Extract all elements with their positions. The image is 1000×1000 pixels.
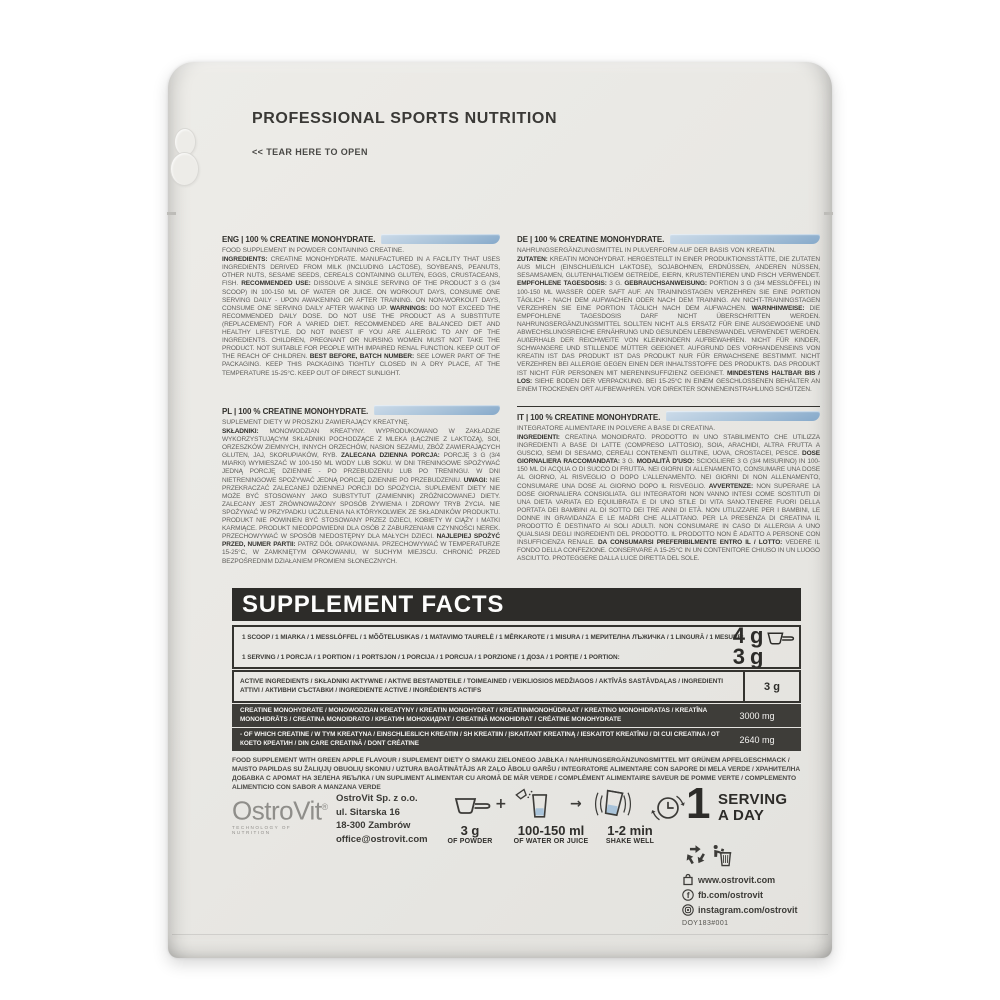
- section-eng-body: INGREDIENTS: CREATINE MONOHYDRATE. MANUFACTURED IN A FACILITY THAT USES INGREDIENTS DERIVED FROM MILK (INCLUDING LACTOSE), SOYBEANS, PEANUTS, OTHER NUTS, SESAME SEEDS, CEREALS CONTAINING GLUTEN, EGGS, CRUSTACEANS, FISH. RECOMMENDED USE: DISSOLVE A SINGLE SERVING OF THE PRODUCT 3 G (3/4 SCOOP) IN 100-150 ML OF WATER OR JUICE. ON WORKOUT DAYS, CONSUME ONE SERVING DAILY - UPON AWAKENING OR AFTER TRAINING. ON NON-WORKOUT DAYS, CONSUME ONE SERVING DAILY AFTER WAKING UP. WARNINGS: DO NOT EXCEED THE RECOMMENDED DAILY DOSE. DO NOT USE THE PRODUCT AS A SUBSTITUTE (REPLACEMENT) FOR A VARIED DIET. RECOMMENDED ARE BALANCED DIET AND HEALTHY LIFESTYLE. DO NOT INGEST IF YOU ARE ALLERGIC TO ANY OF THE INGREDIENTS. CHILDREN, PREGNANT OR NURSING WOMEN MUST NOT TAKE THE PRODUCT. NOT SUITABLE FOR PEOPLE WITH IMPAIRED RENAL FUNCTION. KEEP OUT OF THE REACH OF CHILDREN. BEST BEFORE, BATCH NUMBER: SEE LOWER PART OF THE PACKAGING. KEEP THIS PACKAGING TIGHTLY CLOSED IN A DRY PLACE, AT THE TEMPERATURE 15-25°C. KEEP OUT OF DIRECT SUNLIGHT.: [222, 256, 501, 377]
- list-item: [682, 872, 798, 887]
- brand-name: OstroVit: [232, 795, 322, 826]
- product-pouch: [168, 62, 832, 958]
- section-de-title: DE | 100 % CREATINE MONOHYDRATE.: [517, 235, 665, 244]
- blue-accent-bar: [381, 234, 500, 244]
- section-it-subtitle: INTEGRATORE ALIMENTARE IN POLVERE A BASE DI CREATINA.: [517, 424, 716, 432]
- of-which-creatine-value: 2640 mg: [739, 734, 775, 745]
- section-eng-subtitle: FOOD SUPPLEMENT IN POWDER CONTAINING CREATINE.: [222, 247, 405, 254]
- step-water: [504, 824, 598, 845]
- step-shake: [592, 824, 668, 845]
- scoop-value: 4 g: [732, 623, 763, 648]
- list-item: [682, 887, 798, 902]
- facebook-link-text: fb.com/ostrovit: [698, 889, 764, 900]
- list-item: [682, 902, 798, 917]
- table-row: [232, 728, 801, 751]
- section-it-title: IT | 100 % CREATINE MONOHYDRATE.: [517, 412, 661, 422]
- active-ingredients-value: 3 g: [743, 672, 799, 701]
- scoop-serving-values: [733, 625, 763, 667]
- water-label: OF WATER OR JUICE: [513, 838, 589, 845]
- language-sections: [222, 234, 820, 566]
- section-it: [517, 406, 820, 564]
- shaker-icon: [588, 788, 638, 820]
- address-line: OstroVit Sp. z o.o.: [336, 793, 418, 804]
- clock-icon: [650, 790, 686, 826]
- active-ingredients-row: [232, 670, 801, 703]
- address-line: ul. Sitarska 16: [336, 806, 400, 818]
- section-it-body: INGREDIENTI: CREATINA MONOIDRATO. PRODOTTO IN UNO STABILIMENTO CHE UTILIZZA INGREDIENTI A BASE DI LATTE (COMPRESO LATTOSIO), SOIA, ARACHIDI, ALTRA FRUTTA A GUSCIO, SEMI DI SESAMO, CEREALI CONTENENTI GLUTINE, UOVA, CROSTACEI, PESCE. DOSE GIORNALIERA RACCOMANDATA: 3 G. MODALITÀ D'USO: SCIOGLIERE 3 G (3/4 MISURINO) IN 100-150 ML DI ACQUA O DI SUCCO DI FRUTTA. NEI GIORNI DI ALLENAMENTO, CONSUMARE UNA DOSE AL GIORNO, AL RISVEGLIO O DOPO L'ALLENAMENTO. NEI GIORNI DI NON ALLENAMENTO, CONSUMARE UNA DOSE AL GIORNO DOPO IL RISVEGLIO. AVVERTENZE: NON SUPERARE LA DOSE GIORNALIERA CONSIGLIATA. GLI INTEGRATORI NON VANNO INTESI COME SOSTITUTI DI UNA DIETA VARIATA ED EQUILIBRATA E DI UNO STILE DI VITA SANO.TENERE FUORI DELLA PORTATA DEI BAMBINI AL DI SOTTO DEI TRE ANNI DI ETÀ. NON UTILIZZARE PER I BAMBINI, LE DONNE IN GRAVIDANZA E LE MADRI CHE ALLATTANO. PER LA PRESENZA DI CREATINA IL PRODOTTO È DESTINATO AI SOLI ADULTI. NON CONSUMARE IN CASO DI ALLERGIA A UNO QUALSIASI DEGLI INGREDIENTI DEL PRODOTTO. IL PRODOTTO NON È ADATTO A PERSONE CON INSUFFICIENZA RENALE. DA CONSUMARSI PREFERIBILMENTE ENTRO IL / LOTTO: VEDERE IL FONDO DELLA CONFEZIONE. CONSERVARE A 15-25°C IN UN CONTENITORE CHIUSO IN UN LUOGO ASCIUTTO. PROTEGGERE DALLA LUCE DIRETTA DEL SOLE.: [517, 434, 820, 563]
- blue-accent-bar: [670, 234, 820, 244]
- serving-line1: SERVING: [718, 791, 788, 808]
- blue-accent-bar: [666, 411, 820, 421]
- brand-tagline: TECHNOLOGY OF NUTRITION: [232, 824, 292, 835]
- shake-time: 1-2 min: [607, 823, 653, 838]
- of-which-creatine-label: - OF WHICH CREATINE / W TYM KREATYNA / EINSCHLIEßLICH KREATIN / SH KREATIIN / ĮSKAITANT KREATINĄ / IESKAITOT KREATĪNU / DI CUI CREATINA / ОТ КОЕТО КРЕАТИН / DIN CARE CREATINĂ / DONT CRÉATINE: [240, 731, 720, 747]
- ingredient-amount-rows: [232, 704, 801, 752]
- header-slogan: PROFESSIONAL SPORTS NUTRITION: [252, 110, 558, 127]
- section-eng: [222, 234, 500, 378]
- supplement-facts-title: SUPPLEMENT FACTS: [242, 590, 505, 618]
- arrow-icon: →: [570, 796, 582, 812]
- water-amount: 100-150 ml: [517, 823, 585, 838]
- shake-label: SHAKE WELL: [605, 838, 655, 845]
- flavour-statement: FOOD SUPPLEMENT WITH GREEN APPLE FLAVOUR / SUPLEMENT DIETY O SMAKU ZIELONEGO JABŁKA / NAHRUNGSERGÄNZUNGSMITTEL MIT GRÜNEM APFELGESCHMACK / MAISTO PAPILDAS SU ŽALIŲJŲ OBUOLIŲ SKONIU / UZTURA BAGĀTINĀTĀJS AR ZAĻO ĀBOLU GARŠU / INTEGRATORE ALIMENTARE CON SAPORE DI MELA VERDE / ХРАНИТЕЛНА ДОБАВКА С АРОМАТ НА ЗЕЛЕНА ЯБЪЛКА / UN SUPLIMENT ALIMENTAR CU AROMĂ DE MĂR VERDE / COMPLÉMENT ALIMENTAIRE SAVEUR DE POMME VERTE / COMPLEMENTO ALIMENTICIO CON SABOR A MANZANA VERDE: [232, 757, 801, 791]
- section-pl: [222, 406, 500, 566]
- instagram-icon: [682, 904, 694, 916]
- serving-count: 1: [686, 779, 711, 828]
- blue-accent-bar: [374, 405, 500, 415]
- address-line: office@ostrovit.com: [336, 833, 428, 845]
- section-de-subtitle: NAHRUNGSERGÄNZUNGSMITTEL IN PULVERFORM AUF DER BASIS VON KREATIN.: [517, 247, 776, 254]
- step-powder: [432, 824, 508, 845]
- scoop-icon: [766, 631, 796, 646]
- instagram-link-text: instagram.com/ostrovit: [698, 904, 798, 915]
- creatine-monohydrate-label: CREATINE MONOHYDRATE / MONOWODZIAN KREATYNY / KREATIN MONOHYDRAT / KREATIINMONOHÜDRAAT / KREATINO MONOHIDRATAS / KREATĪNA MONOHIDRĀTS / CREATINA MONOIDRATO / КРЕАТИН МОНОХИДРАТ / CREATINĂ MONOHIDRAT / CRÉATINE MONOHYDRATE: [240, 707, 707, 723]
- tear-here-note: << TEAR HERE TO OPEN: [252, 147, 368, 157]
- address-line: 18-300 Zambrów: [336, 820, 411, 831]
- serving-value: 3 g: [732, 644, 763, 669]
- serving-line2: A DAY: [718, 807, 765, 824]
- section-pl-title: PL | 100 % CREATINE MONOHYDRATE.: [222, 406, 369, 416]
- section-pl-subtitle: SUPLEMENT DIETY W PROSZKU ZAWIERAJĄCY KREATYNĘ.: [222, 418, 410, 426]
- section-de-body: ZUTATEN: KREATIN MONOHYDRAT. HERGESTELLT IN EINER PRODUKTIONSSTÄTTE, DIE ZUTATEN AUS MILCH (EINSCHLIEßLICH LAKTOSE), SOJABOHNEN, ERDNÜSSEN, ANDEREN NÜSSEN, SESAMSAMEN, GLUTENHALTIGEM GETREIDE, EIERN, KRUSTENTIEREN UND FISCH VERWENDET. EMPFOHLENE TAGESDOSIS: 3 G. GEBRAUCHSANWEISUNG: PORTION 3 G (3/4 MESSLÖFFEL) IN 100-150 ML WASSER ODER SAFT AUF. AN TRAININGSTAGEN VERZEHREN SIE EINE PORTION TÄGLICH - NACH DEM AUFWACHEN ODER NACH DEM TRAINING. AN NICHT-TRAININGSTAGEN VERZEHREN SIE EINE PORTION TÄGLICH NACH DEM AUFWACHEN. WARNHINWEISE: DIE EMPFOHLENE TAGESDOSIS DARF NICHT ÜBERSCHRITTEN WERDEN. NAHRUNGSERGÄNZUNGSMITTEL SOLLTEN NICHT ALS ERSATZ FÜR EINE AUSGEWOGENE UND ABWECHSLUNGSREICHE ERNÄHRUNG UND GESUNDEN LEBENSWANDEL VERWENDET WERDEN. AUßERHALB DER REICHWEITE VON KLEINKINDERN AUFBEWAHREN. NICHT FÜR KINDER, SCHWANGERE UND STILLENDE MÜTTER GEEIGNET. AUFGRUND DES VORHANDENSEINS VON KREATIN IST DAS PRODUKT IST DAS PRODUKT NUR FÜR ERWACHSENE BESTIMMT. NICHT VERZEHREN BEI ALLERGIE GEGEN EINEN DER INHALTSSTOFFE DES PRODUKTS. DAS PRODUKT IST NICHT FÜR PERSONEN MIT NIERENINSUFFIZIENZ GEEIGNET. MINDESTENS HALTBAR BIS / LOS: SIEHE BODEN DER VERPACKUNG. BEI 15-25°C IN EINEM GESCHLOSSENEN BEHÄLTER AN EINEM TROCKENEN ORT AUFBEWAHREN. VOR DIREKTER SONNENEINSTRAHLUNG SCHÜTZEN.: [517, 256, 820, 393]
- section-de: [517, 234, 820, 394]
- supplement-facts-header: [232, 588, 801, 621]
- batch-code: DOY183#001: [682, 920, 729, 927]
- bag-icon: [682, 873, 694, 886]
- edge-nick-left: [167, 212, 176, 215]
- scoop-serving-table: [232, 625, 801, 669]
- powder-amount: 3 g: [460, 823, 480, 838]
- footer: [232, 779, 812, 958]
- serving-row-label: 1 SERVING / 1 PORCJA / 1 PORTION / 1 PORTSJON / 1 PORCIJA / 1 PORCIJA / 1 PORZIONE / 1 ДОЗА / 1 PORȚIE / 1 PORTION:: [242, 653, 620, 661]
- creatine-monohydrate-value: 3000 mg: [739, 710, 775, 721]
- table-row: [232, 704, 801, 727]
- edge-nick-right: [824, 212, 833, 215]
- recycle-icon: [684, 844, 707, 867]
- ostrovit-logo: [232, 794, 332, 835]
- scoop-icon: [454, 796, 492, 816]
- tidy-man-trash-icon: [712, 843, 733, 868]
- powder-label: OF POWDER: [447, 838, 493, 845]
- svg-text:f: f: [686, 889, 690, 900]
- company-address: [336, 792, 428, 846]
- plus-sign: +: [495, 796, 507, 812]
- section-eng-title: ENG | 100 % CREATINE MONOHYDRATE.: [222, 235, 376, 244]
- facebook-icon: [682, 889, 694, 901]
- website-link-text: www.ostrovit.com: [698, 874, 776, 885]
- active-ingredients-label: ACTIVE INGREDIENTS / SKŁADNIKI AKTYWNE / AKTIVE BESTANDTEILE / TOIMEAINED / VEIKLIOSIOS MEDŽIAGOS / AKTĪVĀS SASTĀVDAĻAS / INGREDIENTI ATTIVI / АКТИВНИ СЪСТАВКИ / INGREDIENTE ACTIVE / INGRÉDIENTS ACTIFS: [240, 677, 723, 694]
- tear-notch: [170, 128, 200, 188]
- scoop-row-label: 1 SCOOP / 1 MIARKA / 1 MESSLÖFFEL / 1 MÕÕTELUSIKAS / 1 MATAVIMO TAURELĖ / 1 MĒRKAROTE / 1 MISURA / 1 МЕРИТЕЛНА ЛЪЖИЧКА / 1 LINGURĂ / 1 MESURE:: [242, 633, 744, 641]
- section-pl-body: SKŁADNIKI: MONOWODZIAN KREATYNY. WYPRODUKOWANO W ZAKŁADZIE WYKORZYSTUJĄCYM SKŁADNIKI POCHODZĄCE Z MLEKA (ŁĄCZNIE Z LAKTOZĄ), SOI, ORZESZKÓW ZIEMNYCH, INNYCH ORZECHÓW, NASION SEZAMU, ZBÓŻ ZAWIERAJĄCYCH GLUTEN, JAJ, SKORUPIAKÓW, RYB. ZALECANA DZIENNA PORCJA: PORCJĘ 3 G (3/4 MIARKI) WYMIESZAĆ W 100-150 ML WODY LUB SOKU. W DNI TRENINGOWE SPOŻYWAĆ JEDNĄ PORCJĘ DZIENNIE - PO PRZEBUDZENIU LUB PO TRENINGU. W DNI NIETRENINGOWE SPOŻYWAĆ JEDNĄ PORCJĘ DZIENNIE PO PRZEBUDZENIU. UWAGI: NIE PRZEKRACZAĆ ZALECANEJ DZIENNEJ PORCJI DO SPOŻYCIA. SUPLEMENT DIETY NIE MOŻE BYĆ STOSOWANY JAKO SUBSTYTUT (ZAMIENNIK) ZRÓŻNICOWANEJ DIETY. ZALECANY JEST ZRÓWNOWAŻONY SPOSÓB ŻYWIENIA I ZDROWY TRYB ŻYCIA. NIE SPOŻYWAĆ W PRZYPADKU UCZULENIA NA KTÓRYKOLWIEK ZE SKŁADNIKÓW PRODUKTU. PRODUKT NIE POWINIEN BYĆ STOSOWANY PRZEZ DZIECI, KOBIETY W CIĄŻY I MATKI KARMIĄCE. PRODUKT NIEODPOWIEDNI DLA OSÓB Z ZABURZENIAMI CZYNNOŚCI NEREK. PRZECHOWYWAĆ W SPOSÓB NIEDOSTĘPNY DLA MAŁYCH DZIECI. NAJLEPIEJ SPOŻYĆ PRZED, NUMER PARTII: PATRZ DÓŁ OPAKOWANIA. PRZECHOWYWAĆ W TEMPERATURZE 15-25°C, W ZAMKNIĘTYM OPAKOWANIU, W SUCHYM MIEJSCU. CHRONIĆ PRZED BEZPOŚREDNIM DZIAŁANIEM PROMIENI SŁONECZNYCH.: [222, 428, 501, 565]
- glass-pour-icon: [514, 788, 552, 819]
- web-links: [682, 872, 798, 917]
- serving-a-day-text: [718, 792, 787, 824]
- registered-mark: ®: [321, 802, 328, 812]
